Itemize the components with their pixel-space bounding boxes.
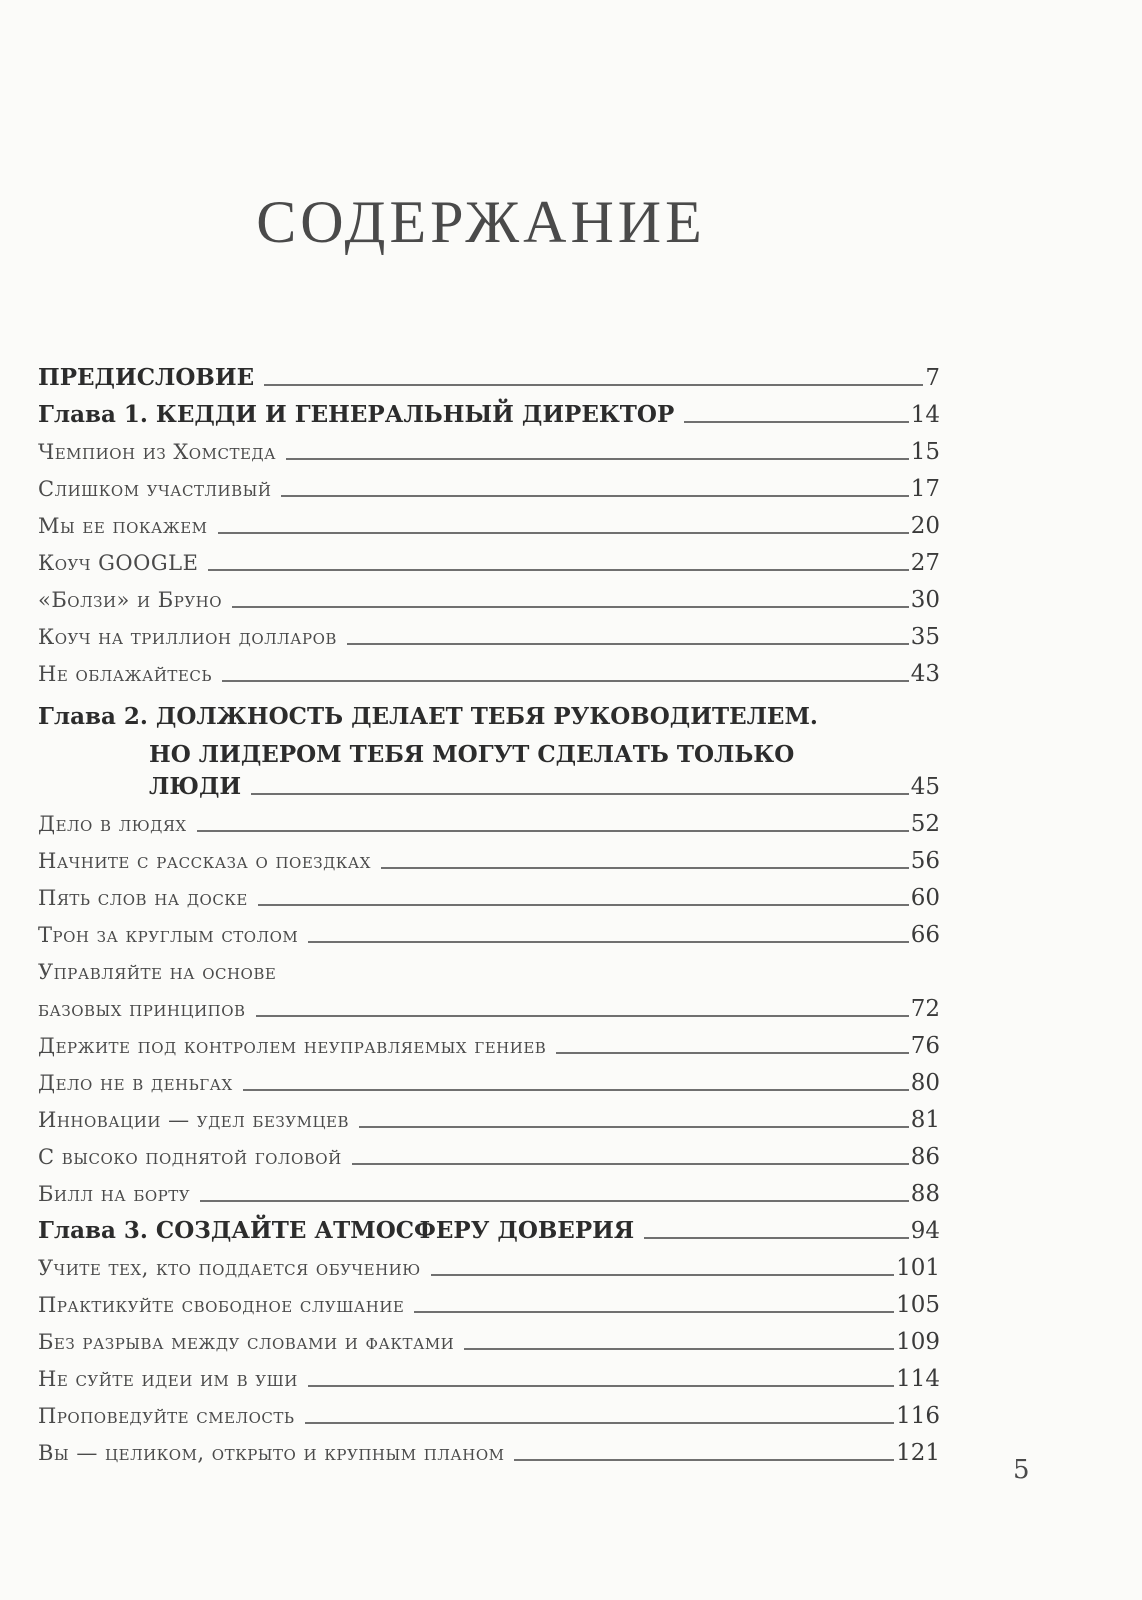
toc-entry-page: 27 [910, 550, 940, 576]
toc-subentry [38, 1329, 940, 1355]
toc-entry-label: Практикуйте свободное слушание [38, 1293, 405, 1317]
dot-leader [208, 569, 908, 571]
dot-leader [514, 1459, 894, 1461]
dot-leader [308, 1385, 894, 1387]
toc-subentry [38, 1107, 940, 1133]
toc-entry-page: 14 [910, 402, 940, 428]
toc-entry-page: 109 [896, 1329, 940, 1355]
toc-entry-label: Пять слов на доске [38, 886, 248, 910]
toc-entry-label: «Болзи» и Бруно [38, 588, 223, 612]
toc-entry-label: Начните с рассказа о поездках [38, 849, 371, 873]
toc-entry-page: 81 [910, 1107, 940, 1133]
toc-subentry [38, 1366, 940, 1392]
dot-leader [464, 1348, 894, 1350]
toc-entry-page: 60 [910, 885, 940, 911]
toc-chapter-3 [38, 1218, 940, 1244]
toc-chapter-title-line: Глава 2. ДОЛЖНОСТЬ ДЕЛАЕТ ТЕБЯ РУКОВОДИТЕЛЕМ. [38, 703, 818, 730]
dot-leader [556, 1052, 908, 1054]
dot-leader [644, 1237, 909, 1239]
dot-leader [352, 1163, 909, 1165]
toc-subentry [38, 439, 940, 465]
toc-entry-label: Не облажайтесь [38, 662, 212, 686]
dot-leader [264, 384, 923, 386]
toc-entry-page: 105 [896, 1292, 940, 1318]
toc-subentry [38, 476, 940, 502]
toc-entry-label: Не суйте идеи им в уши [38, 1367, 298, 1391]
toc-subentry [38, 624, 940, 650]
toc-chapter-title-line: НО ЛИДЕРОМ ТЕБЯ МОГУТ СДЕЛАТЬ ТОЛЬКО [149, 741, 795, 768]
toc-entry-page: 56 [910, 848, 940, 874]
toc-subentry [38, 1144, 940, 1170]
dot-leader [281, 495, 908, 497]
toc-entry-page: 15 [910, 439, 940, 465]
toc-subentry-wrapped [38, 959, 940, 1022]
toc-entry-page: 76 [910, 1033, 940, 1059]
dot-leader [243, 1089, 909, 1091]
toc-entry-page: 114 [896, 1366, 940, 1392]
dot-leader [431, 1274, 894, 1276]
dot-leader [305, 1422, 895, 1424]
toc-subentry [38, 1403, 940, 1429]
toc-subentry [38, 996, 940, 1022]
dot-leader [256, 1015, 909, 1017]
toc-entry-label: Билл на борту [38, 1182, 191, 1206]
dot-leader [359, 1126, 909, 1128]
toc-subentry [38, 550, 940, 576]
toc-chapter-1 [38, 402, 940, 428]
toc-entry-page: 43 [910, 661, 940, 687]
toc-entry-label: ЛЮДИ [149, 773, 242, 800]
dot-leader [251, 793, 909, 795]
toc-entry-label: Учите тех, кто поддается обучению [38, 1256, 421, 1280]
toc-entry-page: 20 [910, 513, 940, 539]
dot-leader [347, 643, 909, 645]
toc-chapter-title-last-line [38, 774, 940, 800]
toc-entry-preface [38, 365, 940, 391]
toc-entry-page: 52 [910, 811, 940, 837]
toc-subentry [38, 1255, 940, 1281]
toc-entry-page: 66 [910, 922, 940, 948]
dot-leader [197, 830, 909, 832]
dot-leader [381, 867, 909, 869]
toc-entry-label: Глава 3. СОЗДАЙТЕ АТМОСФЕРУ ДОВЕРИЯ [38, 1217, 635, 1244]
toc-entry-label: Слишком участливый [38, 477, 272, 501]
toc-entry-label: С высоко поднятой головой [38, 1145, 342, 1169]
dot-leader [286, 458, 909, 460]
toc-subentry [38, 922, 940, 948]
toc-entry-label: Коуч на триллион долларов [38, 625, 337, 649]
toc-subentry [38, 1292, 940, 1318]
dot-leader [684, 421, 908, 423]
dot-leader [258, 904, 909, 906]
toc-subentry [38, 661, 940, 687]
toc-chapter-2 [38, 698, 940, 800]
toc-entry-label: Коуч GOOGLE [38, 551, 199, 575]
toc-entry-label: Трон за круглым столом [38, 923, 299, 947]
dot-leader [218, 532, 909, 534]
toc-subentry [38, 1033, 940, 1059]
toc-entry-label: базовых принципов [38, 997, 246, 1021]
toc-entry-label: Инновации — удел безумцев [38, 1108, 349, 1132]
page-number: 5 [1013, 1455, 1030, 1485]
toc-entry-label: Без разрыва между словами и фактами [38, 1330, 455, 1354]
toc-entry-label: Дело не в деньгах [38, 1071, 233, 1095]
toc-entry-page: 7 [925, 365, 940, 391]
toc-subentry [38, 1440, 940, 1466]
toc-subentry [38, 848, 940, 874]
toc-entry-page: 17 [910, 476, 940, 502]
dot-leader [222, 680, 909, 682]
toc-entry-page: 94 [910, 1218, 940, 1244]
toc-entry-label: Глава 1. КЕДДИ И ГЕНЕРАЛЬНЫЙ ДИРЕКТОР [38, 401, 675, 428]
toc-subentry [38, 513, 940, 539]
toc-entry-label-line: Управляйте на основе [38, 960, 277, 984]
toc-entry-page: 88 [910, 1181, 940, 1207]
toc-subentry [38, 1181, 940, 1207]
dot-leader [200, 1200, 909, 1202]
toc-entry-label: Проповедуйте смелость [38, 1404, 295, 1428]
toc-subentry [38, 587, 940, 613]
toc-entry-page: 72 [910, 996, 940, 1022]
toc-entry-label: Дело в людях [38, 812, 187, 836]
toc-entry-label: Держите под контролем неуправляемых гениев [38, 1034, 547, 1058]
toc-subentry [38, 1070, 940, 1096]
toc-entry-label: Мы ее покажем [38, 514, 208, 538]
toc-entry-label: ПРЕДИСЛОВИЕ [38, 364, 255, 391]
toc-subentry [38, 811, 940, 837]
dot-leader [232, 606, 909, 608]
toc-entry-label: Чемпион из Хомстеда [38, 440, 276, 464]
toc-entry-page: 30 [910, 587, 940, 613]
dot-leader [414, 1311, 894, 1313]
toc-entry-page: 80 [910, 1070, 940, 1096]
toc-entry-page: 35 [910, 624, 940, 650]
table-of-contents [38, 365, 940, 1477]
toc-subentry [38, 885, 940, 911]
dot-leader [308, 941, 908, 943]
toc-entry-page: 101 [896, 1255, 940, 1281]
toc-entry-page: 45 [910, 774, 940, 800]
toc-entry-label: Вы — целиком, открыто и крупным планом [38, 1441, 505, 1465]
page-title: СОДЕРЖАНИЕ [256, 189, 706, 255]
toc-entry-page: 86 [910, 1144, 940, 1170]
toc-entry-page: 116 [896, 1403, 940, 1429]
toc-entry-page: 121 [896, 1440, 940, 1466]
